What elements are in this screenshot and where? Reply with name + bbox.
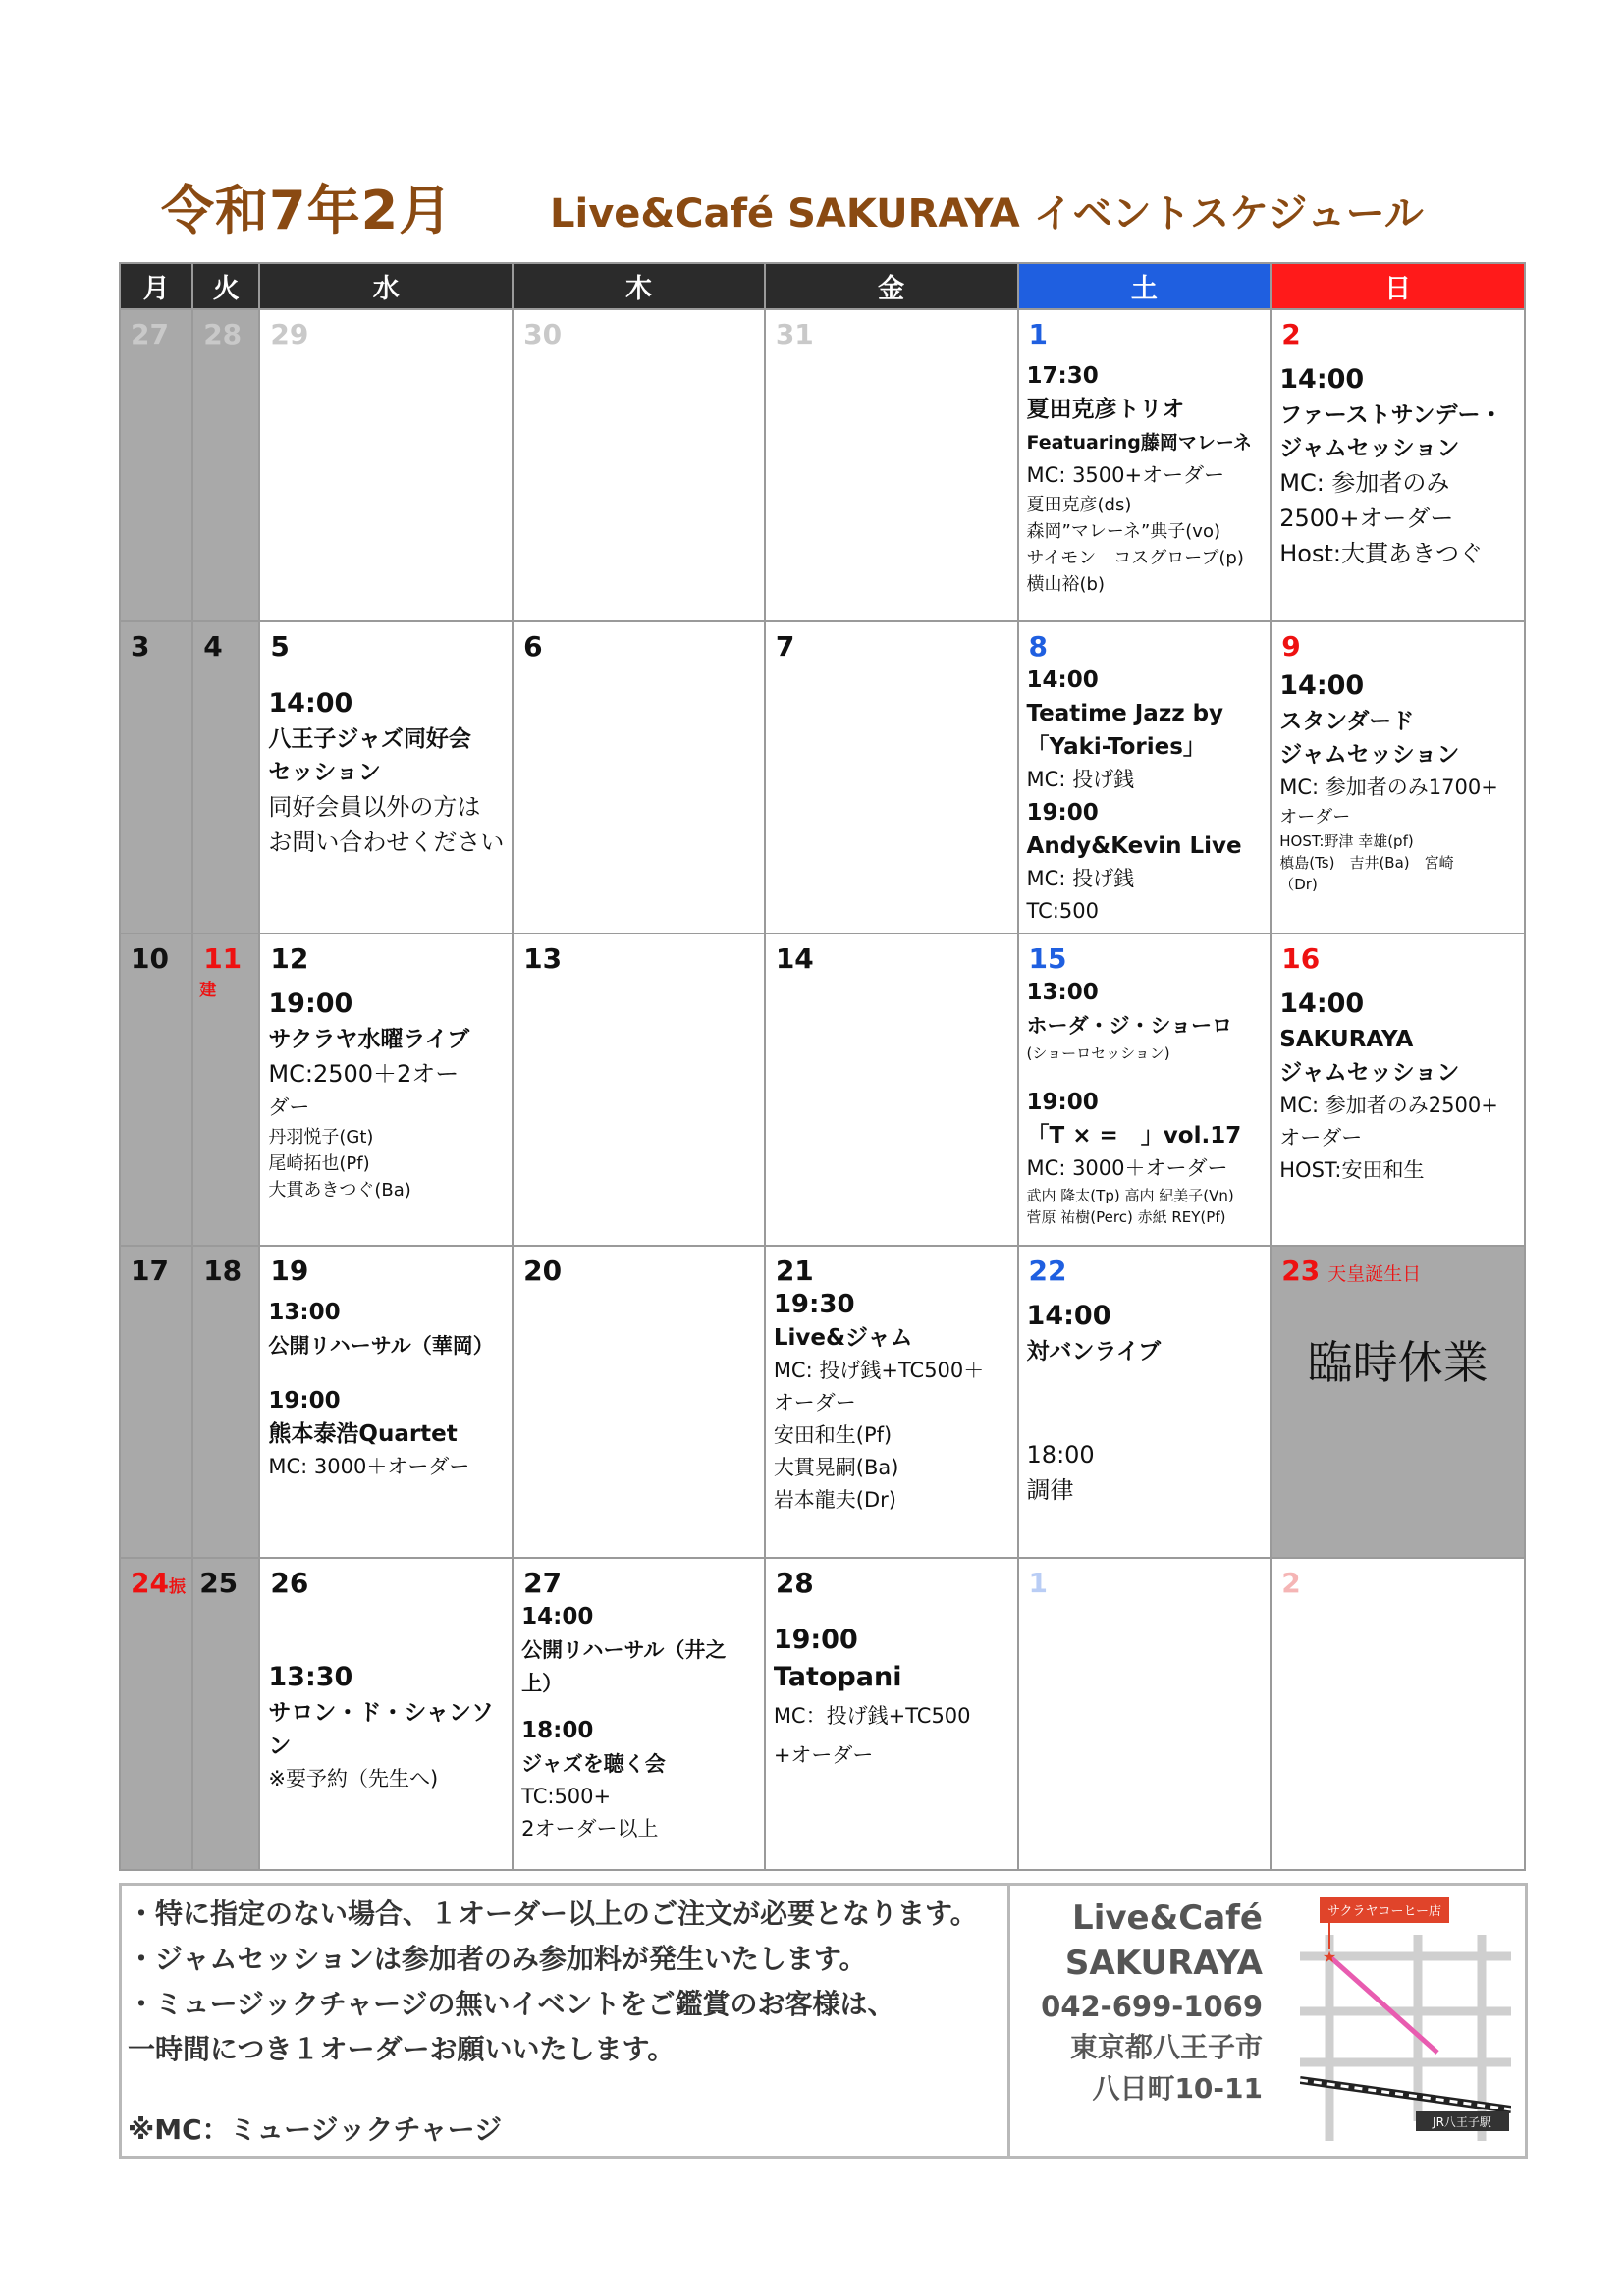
shop-address: 東京都八王子市	[1069, 2031, 1263, 2063]
event	[1025, 664, 1265, 928]
note-line: ・特に指定のない場合、１オーダー以上のご注文が必要となります。	[128, 1897, 978, 1930]
event-title: サクラヤ水曜ライブ	[268, 1027, 470, 1052]
day-number: 23	[1281, 1255, 1321, 1287]
day-cell	[1271, 934, 1525, 1246]
day-cell	[1018, 309, 1272, 621]
day-number: 2	[1281, 318, 1301, 350]
footer-notes	[122, 1886, 1010, 2156]
day-cell	[765, 934, 1018, 1246]
header	[157, 169, 1512, 247]
event-title: Featuaring藤岡マレーネ	[1026, 432, 1252, 454]
event-time: 19:00	[773, 1625, 858, 1655]
day-cell	[259, 934, 513, 1246]
event-title: スタンダード	[1279, 709, 1415, 734]
event-title: セッション	[268, 760, 381, 785]
event-host: HOST:安田和生	[1279, 1158, 1425, 1182]
event-charge: オーダー	[773, 1391, 856, 1415]
note-line: ・ジャムセッションは参加者のみ参加料が発生いたします。	[128, 1943, 867, 1975]
map-graphic	[1300, 1896, 1511, 2141]
event-title: サロン・ド・シャンソン	[268, 1700, 494, 1759]
event	[1025, 351, 1265, 598]
event-time: 14:00	[1026, 1301, 1111, 1331]
day-cell	[1018, 1246, 1272, 1558]
day-number: 29	[270, 318, 309, 350]
event-title: 対バンライブ	[1026, 1339, 1162, 1364]
day-cell	[1271, 621, 1525, 934]
day-number: 10	[131, 942, 169, 975]
day-number: 8	[1028, 630, 1049, 663]
weekday-thu: 木	[513, 263, 765, 309]
event-charge: MC: 参加者のみ2500+	[1279, 1094, 1498, 1117]
event-charge: MC: 参加者のみ	[1279, 469, 1450, 497]
event-member: サイモン コスグローブ(p)	[1026, 548, 1244, 568]
event-time: 13:00	[268, 1300, 341, 1325]
event-charge: MC：投げ銭+TC500	[773, 1704, 971, 1728]
weekday-wed: 水	[259, 263, 513, 309]
event-title: 「T × = 」vol.17	[1026, 1123, 1242, 1148]
shop-phone: 042-699-1069	[1041, 1990, 1263, 2023]
event-time: 19:00	[268, 988, 353, 1019]
event-title: ジャムセッション	[1279, 742, 1460, 768]
day-cell	[765, 621, 1018, 934]
event-title: ジャムセッション	[1279, 436, 1460, 461]
event-title: 八王子ジャズ同好会	[268, 726, 471, 752]
day-number: 24	[131, 1567, 169, 1599]
day-cell	[259, 1558, 513, 1870]
event-note: ※要予約（先生へ)	[268, 1767, 439, 1790]
day-cell	[259, 1246, 513, 1558]
map-sign-text: サクラヤコーヒー店	[1327, 1904, 1441, 1919]
week-row-1	[120, 309, 1525, 621]
day-number: 6	[523, 630, 543, 663]
event-member: 安田和生(Pf)	[773, 1423, 893, 1447]
day-cell	[765, 1558, 1018, 1870]
event-title: 熊本泰浩Quartet	[268, 1421, 458, 1447]
event-charge: TC:500	[1026, 899, 1099, 923]
event-time: 19:00	[1026, 800, 1099, 826]
event-title: ファーストサンデー・	[1279, 402, 1503, 428]
event-time: 18:00	[1026, 1441, 1095, 1468]
event-title: Teatime Jazz by	[1026, 701, 1224, 726]
holiday-mark: 振	[168, 1577, 186, 1597]
day-cell	[192, 309, 259, 621]
day-cell	[192, 1246, 259, 1558]
holiday-mark: 建	[199, 981, 217, 1000]
event-title: 公開リハーサル（井之	[521, 1638, 727, 1662]
day-cell	[192, 934, 259, 1246]
event-title: 夏田克彦トリオ	[1026, 397, 1185, 422]
event	[1277, 351, 1518, 571]
event-member: 大貫あきつぐ(Ba)	[268, 1180, 411, 1201]
event-member: 森岡”マレーネ”典子(vo)	[1026, 521, 1220, 542]
day-number: 28	[775, 1567, 814, 1599]
event-member: 横山裕(b)	[1026, 574, 1106, 595]
day-cell	[120, 621, 192, 934]
event-time: 14:00	[1279, 364, 1365, 395]
day-cell	[1018, 934, 1272, 1246]
day-number: 21	[775, 1255, 814, 1287]
day-number: 9	[1281, 630, 1301, 663]
day-cell	[1271, 1246, 1525, 1558]
event-member: 丹羽悦子(Gt)	[268, 1127, 374, 1148]
day-cell	[120, 309, 192, 621]
page-subtitle: Live&Café SAKURAYA イベントスケジュール	[550, 191, 1424, 237]
event	[1277, 976, 1518, 1187]
day-cell	[120, 1246, 192, 1558]
day-cell	[513, 1246, 765, 1558]
access-map	[1300, 1896, 1511, 2141]
weekday-mon: 月	[120, 263, 192, 309]
week-row-2	[120, 621, 1525, 934]
event-charge: ダー	[268, 1095, 310, 1119]
event-charge: MC: 投げ銭+TC500＋	[773, 1359, 985, 1382]
event	[266, 1288, 506, 1483]
day-cell	[513, 1558, 765, 1870]
day-cell	[259, 309, 513, 621]
event-charge: オーダー	[1279, 807, 1351, 828]
event-charge: MC: 3000＋オーダー	[1026, 1156, 1228, 1180]
shop-name: SAKURAYA	[1064, 1944, 1263, 1983]
day-number: 13	[523, 942, 563, 975]
event-member: 尾崎拓也(Pf)	[268, 1153, 370, 1174]
day-cell	[259, 621, 513, 934]
event-charge: オーダー	[1279, 1126, 1363, 1149]
event-title: Tatopani	[773, 1662, 902, 1692]
day-number: 20	[523, 1255, 563, 1287]
weekday-sat: 土	[1018, 263, 1272, 309]
event	[1025, 976, 1265, 1228]
day-number: 22	[1028, 1255, 1067, 1287]
event-charge: MC: 投げ銭	[1026, 768, 1135, 791]
note-line: ・ミュージックチャージの無いイベントをご鑑賞のお客様は、	[128, 1988, 895, 2020]
week-row-3	[120, 934, 1525, 1246]
day-number: 15	[1028, 942, 1067, 975]
event-charge: TC:500+	[521, 1785, 612, 1808]
event-charge: MC:2500＋2オー	[268, 1060, 460, 1088]
day-number: 16	[1281, 942, 1321, 975]
event-title: 上）	[521, 1672, 564, 1695]
event-time: 19:00	[1026, 1090, 1099, 1115]
day-number: 1	[1028, 1567, 1049, 1599]
event-title: ホーダ・ジ・ショーロ	[1026, 1014, 1233, 1038]
event-time: 17:30	[1026, 363, 1099, 389]
day-cell	[1271, 1558, 1525, 1870]
event	[266, 976, 506, 1203]
station-label: JR八王子駅	[1433, 2115, 1491, 2129]
map-star-icon: ★	[1322, 1948, 1337, 1966]
event-host: HOST:野津 幸雄(pf)	[1279, 832, 1414, 850]
event-title: 「Yaki-Tories」	[1026, 734, 1206, 760]
event-charge: MC: 参加者のみ1700+	[1279, 775, 1498, 799]
event-charge: MC: 3500+オーダー	[1026, 463, 1225, 487]
event-member: 大貫晃嗣(Ba)	[773, 1456, 899, 1479]
day-number: 2	[1281, 1567, 1301, 1599]
event-note: お問い合わせください	[268, 828, 505, 856]
day-cell	[1018, 1558, 1272, 1870]
event	[772, 1600, 1011, 1775]
day-cell	[765, 309, 1018, 621]
event	[266, 664, 506, 860]
day-cell	[1271, 309, 1525, 621]
event-title: 調律	[1026, 1476, 1074, 1504]
calendar-table	[119, 262, 1526, 1871]
event-charge: MC: 投げ銭	[1026, 867, 1135, 890]
day-cell	[513, 621, 765, 934]
day-cell	[513, 934, 765, 1246]
event-title: 公開リハーサル（華岡）	[268, 1334, 494, 1358]
weekday-tue: 火	[192, 263, 259, 309]
day-number: 30	[523, 318, 563, 350]
day-number: 4	[203, 630, 223, 663]
event-time: 14:00	[1279, 988, 1365, 1019]
event-note: 同好会員以外の方は	[268, 793, 481, 821]
event	[519, 1600, 758, 1845]
event-time: 19:30	[773, 1290, 855, 1319]
event-member: 武内 隆太(Tp) 高内 紀美子(Vn)	[1026, 1187, 1234, 1204]
day-number: 5	[270, 630, 290, 663]
event-title: Live&ジャム	[773, 1325, 913, 1351]
day-number: 17	[131, 1255, 169, 1287]
day-number: 27	[131, 318, 169, 350]
weekday-sun: 日	[1271, 263, 1525, 309]
day-cell	[765, 1246, 1018, 1558]
day-cell	[192, 1558, 259, 1870]
event	[266, 1600, 506, 1795]
day-number: 19	[270, 1255, 309, 1287]
day-number: 31	[775, 318, 814, 350]
week-row-4	[120, 1246, 1525, 1558]
weekday-header-row	[120, 263, 1525, 309]
event-member: （Dr)	[1279, 876, 1318, 893]
day-number: 28	[203, 318, 243, 350]
event	[1277, 664, 1518, 895]
event-charge: MC: 3000＋オーダー	[268, 1455, 470, 1478]
mc-note: ※MC：ミュージックチャージ	[128, 2113, 503, 2146]
day-number: 18	[203, 1255, 243, 1287]
holiday-label: 天皇誕生日	[1327, 1263, 1422, 1285]
event-member: 夏田克彦(ds)	[1026, 495, 1132, 515]
event-member: 菅原 祐樹(Perc) 赤紙 REY(Pf)	[1026, 1208, 1226, 1226]
day-number: 3	[131, 630, 150, 663]
day-cell	[513, 309, 765, 621]
shop-name: Live&Café	[1072, 1898, 1263, 1938]
day-cell	[1018, 621, 1272, 934]
footer	[119, 1883, 1528, 2159]
shop-address: 八日町10-11	[1092, 2072, 1263, 2105]
event	[772, 1288, 1011, 1517]
day-number: 1	[1028, 318, 1049, 350]
day-number: 14	[775, 942, 814, 975]
day-number: 27	[523, 1567, 563, 1599]
note-line: 一時間につき１オーダーお願いいたします。	[128, 2033, 676, 2065]
day-number: 25	[199, 1567, 239, 1599]
event-time: 13:30	[268, 1662, 353, 1692]
event-note: (ショーロセッション)	[1026, 1044, 1170, 1062]
event-charge: +オーダー	[773, 1743, 874, 1767]
day-cell	[192, 621, 259, 934]
day-number: 11	[203, 942, 243, 975]
day-cell	[120, 1558, 192, 1870]
event-time: 14:00	[521, 1604, 594, 1629]
event	[1025, 1288, 1265, 1508]
event-member: 岩本龍夫(Dr)	[773, 1488, 897, 1512]
event-host: Host:大貫あきつぐ	[1279, 540, 1483, 567]
event-title: SAKURAYA	[1279, 1027, 1414, 1052]
event-time: 14:00	[268, 688, 353, 719]
day-number: 26	[270, 1567, 309, 1599]
week-row-5	[120, 1558, 1525, 1870]
shop-info	[1017, 1896, 1263, 2109]
page-title: 令和7年2月	[161, 180, 454, 241]
closed-label: 臨時休業	[1307, 1336, 1489, 1389]
day-number: 12	[270, 942, 309, 975]
event-time: 13:00	[1026, 980, 1099, 1005]
event-time: 18:00	[521, 1718, 594, 1743]
weekday-fri: 金	[765, 263, 1018, 309]
event-time: 19:00	[268, 1388, 341, 1414]
event-time: 14:00	[1279, 670, 1365, 701]
event-time: 14:00	[1026, 667, 1099, 693]
day-number: 7	[775, 630, 795, 663]
event-title: ジャムセッション	[1279, 1060, 1460, 1086]
day-cell	[120, 934, 192, 1246]
event-charge: 2500+オーダー	[1279, 505, 1454, 532]
event-member: 槙島(Ts) 吉井(Ba) 宮崎	[1279, 854, 1454, 872]
event-charge: 2オーダー以上	[521, 1817, 659, 1841]
event-title: ジャズを聴く会	[521, 1752, 666, 1776]
event-title: Andy&Kevin Live	[1026, 833, 1242, 859]
